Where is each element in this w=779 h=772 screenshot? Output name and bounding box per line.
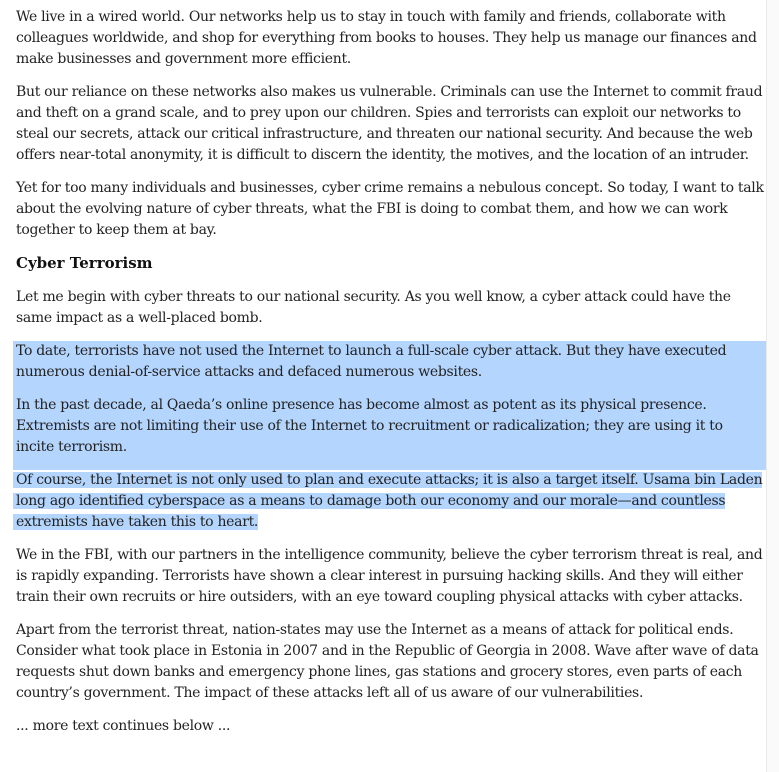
- selected-paragraph-al-qaeda[interactable]: In the past decade, al Qaeda’s online presence has become almost as potent as its physical presence. Extremists are not limiting their use of the Internet to recruitment or radicalization; they are using it to incite terrorism.: [16, 395, 764, 470]
- paragraph-reliance[interactable]: But our reliance on these networks also makes us vulnerable. Criminals can use the Internet to commit fraud and theft on a grand scale, and to prey upon our children. Spies and terrorists can exploit our networks to steal our secrets, attack our critical infrastructure, and threaten our national security. And because the web offers near-total anonymity, it is difficult to discern the identity, the motives, and the location of an intruder.: [16, 84, 763, 163]
- cut-off-text: ... more text continues below ...: [16, 718, 231, 734]
- paragraph-fbi-partners[interactable]: We in the FBI, with our partners in the intelligence community, believe the cyber terrorism threat is real, and is rapidly expanding. Terrorists have shown a clear interest in pursuing hacking skills. And they will either train their own recruits or hire outsiders, with an eye toward coupling physical attacks with cyber attacks.: [16, 547, 763, 605]
- section-heading: Cyber Terrorism: [16, 254, 153, 272]
- selected-text-of-course[interactable]: Of course, the Internet is not only used to plan and execute attacks; it is also a target itself. Usama bin Laden long ago identified cyberspace as a means to damage both our economy and our morale—and countless extremists have taken this to heart.: [16, 472, 763, 530]
- paragraph-section-intro[interactable]: Let me begin with cyber threats to our national security. As you well know, a cyber attack could have the same impact as a well-placed bomb.: [16, 289, 731, 326]
- paragraph-nebulous-concept[interactable]: Yet for too many individuals and businesses, cyber crime remains a nebulous concept. So today, I want to talk about the evolving nature of cyber threats, what the FBI is doing to combat them, and how we can work together to keep them at bay.: [16, 180, 764, 238]
- selected-paragraph-to-date[interactable]: To date, terrorists have not used the Internet to launch a full-scale cyber attack. But they have executed numerous denial-of-service attacks and defaced numerous websites.: [16, 341, 764, 395]
- paragraph-nation-states[interactable]: Apart from the terrorist threat, nation-states may use the Internet as a means of attack for political ends. Consider what took place in Estonia in 2007 and in the Republic of Georgia in 2008. Wave after wave of data requests shut down banks and emergency phone lines, gas stations and grocery stores, even parts of each country’s government. The impact of these attacks left all of us aware of our vulnerabilities.: [16, 622, 759, 701]
- article-body[interactable]: [16, 7, 764, 734]
- paragraph-wired-world[interactable]: We live in a wired world. Our networks help us to stay in touch with family and friends, collaborate with colleagues worldwide, and shop for everything from books to houses. They help us manage our finances and make businesses and government more efficient.: [16, 9, 757, 67]
- vertical-scrollbar[interactable]: [766, 0, 779, 772]
- selected-paragraph-of-course[interactable]: [16, 470, 764, 533]
- cut-off-text-line: [16, 716, 764, 734]
